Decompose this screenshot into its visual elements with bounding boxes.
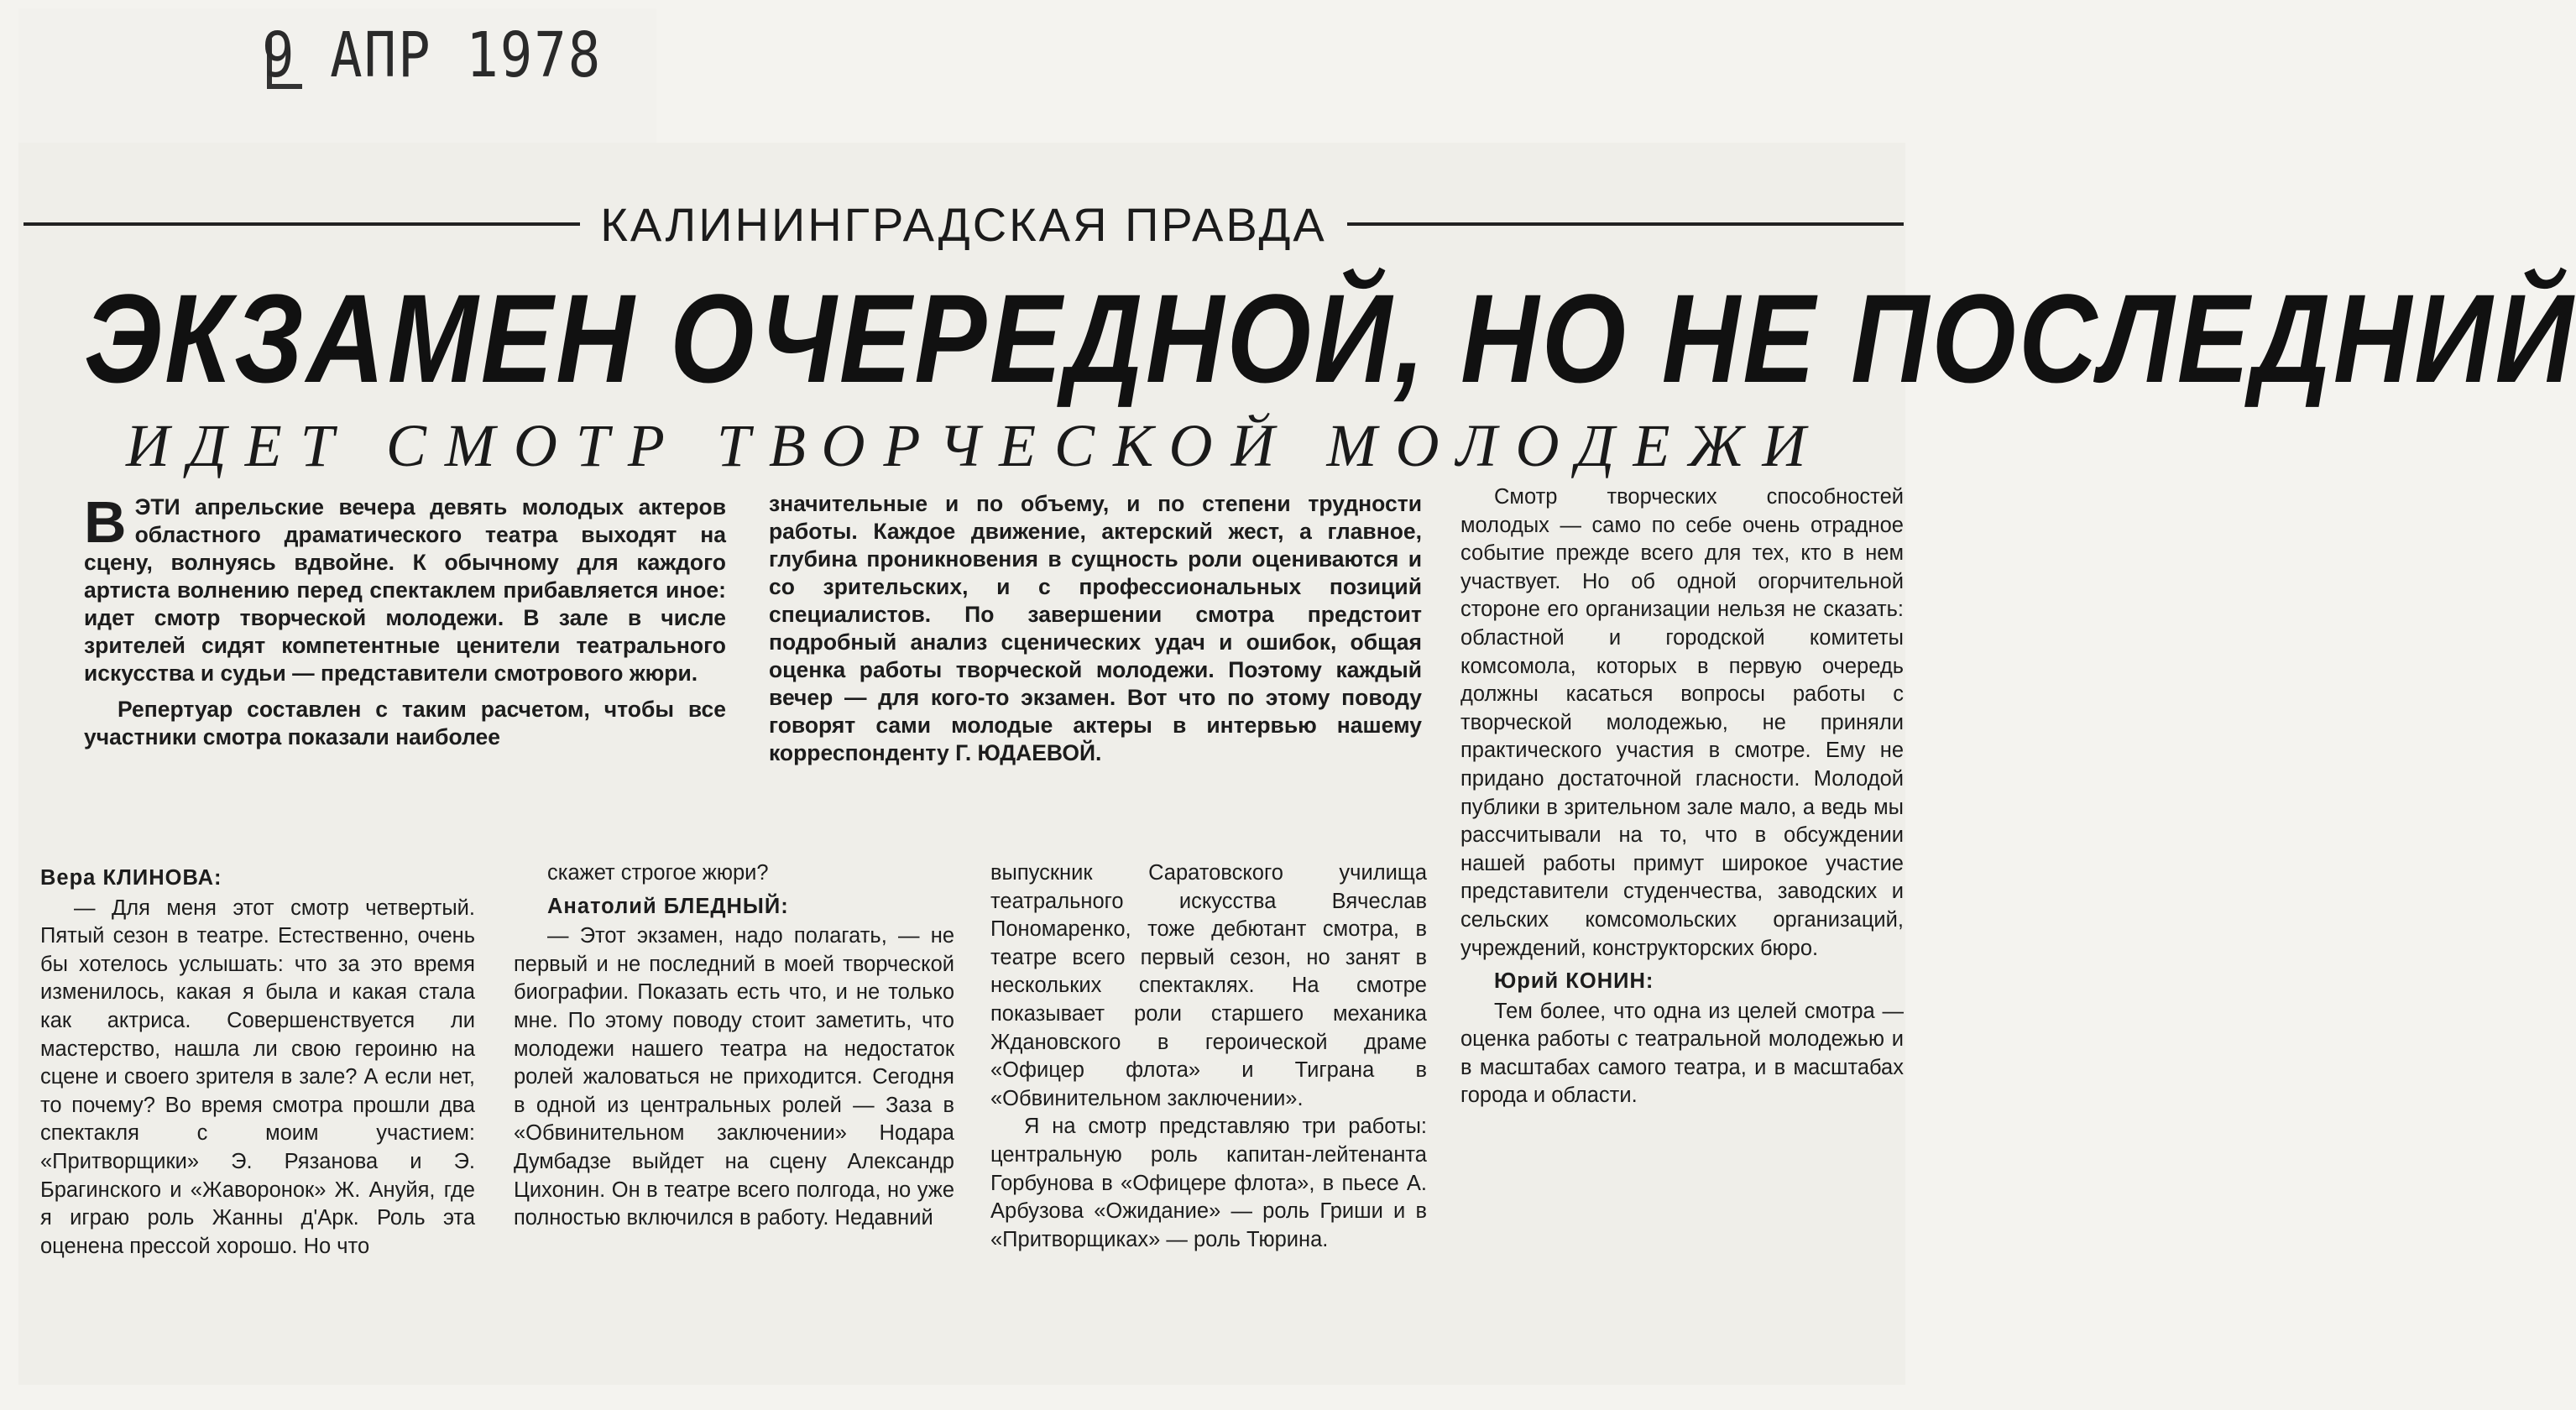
date-stamp: 9 АПР 1978 xyxy=(262,20,603,92)
lead-paragraph-3: значительные и по объему, и по степени трудности работы. Каждое движение, актерский жест, а главное, глубина проникновения в сущность роли оцениваются и со зрительских, и с профессиональных позиций специалистов. По завершении смотра предстоит подробный анализ сценических удач и ошибок, общая оценка работы творческой молодежи. Поэтому каждый вечер — для кого-то экзамен. Вот что по этому поводу говорят сами молодые актеры в интервью нашему корреспонденту Г. ЮДАЕВОЙ. xyxy=(769,491,1422,765)
konin-text: Тем более, что одна из целей смотра — оценка работы с театральной молодежью и в масштабах самого театра, и в масштабах города и области. xyxy=(1460,999,1904,1108)
speaker-klinova: Вера КЛИНОВА: xyxy=(40,866,222,890)
klinova-text-end: скажет строгое жюри? xyxy=(547,861,769,885)
article-subheadline: ИДЕТ СМОТР ТВОРЧЕСКОЙ МОЛОДЕЖИ xyxy=(126,412,1825,479)
bledny-text-end: Смотр творческих способностей молодых — само по себе очень отрадное событие прежде всего для тех, кто в нем участвует. Но об одной огорчительной стороне его организации нельзя не сказать: областной и городской комитеты комсомола, которых в первую очередь должны касаться вопросы работы с творческой молодежью, не приняли практического участия в смотре. Ему не придано достаточной гласности. Молодой публики в зрительном зале мало, а ведь мы рассчитывали на то, что в обсуждении нашей работы примут широкое участие представители студенчества, заводских и сельских комсомольских организаций, учреждений, конструкторских бюро. xyxy=(1460,485,1904,960)
interview-column-4 xyxy=(1460,483,1904,1110)
interview-column-2 xyxy=(514,859,954,1233)
interview-column-1 xyxy=(40,859,475,1261)
lead-column-2 xyxy=(769,490,1422,776)
masthead-rule-right xyxy=(1347,222,1904,226)
interview-column-3 xyxy=(990,859,1427,1254)
newspaper-name: КАЛИНИНГРАДСКАЯ ПРАВДА xyxy=(600,197,1327,251)
speaker-bledny: Анатолий БЛЕДНЫЙ: xyxy=(547,894,789,918)
speaker-konin: Юрий КОНИН: xyxy=(1494,969,1654,994)
lead-column-1 xyxy=(84,489,726,760)
masthead-rule-left xyxy=(24,222,580,226)
bledny-text-cont: выпускник Саратовского училища театрального искусства Вячеслав Пономаренко, тоже дебютант смотра, в театре всего первый сезон, но занят в нескольких спектаклях. На смотре показывает роли старшего механика Ждановского в героической драме «Офицер флота» и Тиграна в «Обвинительном заключении». xyxy=(990,861,1427,1110)
lead-paragraph-1: ЭТИ апрельские вечера девять молодых актеров областного драматического театра выходят на сцену, волнуясь вдвойне. К обычному для каждого артиста волнению перед спектаклем прибавляется иное: идет смотр творческой молодежи. В зале в числе зрителей сидят компетентные ценители театрального искусства и судьи — представители смотрового жюри. xyxy=(84,494,726,686)
bledny-text: — Этот экзамен, надо полагать, — не первый и не последний в моей творческой биографии. Показать есть что, и не только мне. По этому поводу стоит заметить, что молодежи нашего театра на недостаток ролей жаловаться не приходится. Сегодня в одной из центральных ролей — Заза в «Обвинительном заключении» Нодара Думбадзе выйдет на сцену Александр Цихонин. Он в театре всего полгода, но уже полностью включился в работу. Недавний xyxy=(514,924,954,1230)
lead-paragraph-2: Репертуар составлен с таким расчетом, чтобы все участники смотра показали наиболее xyxy=(84,697,726,749)
drop-cap: В xyxy=(84,489,127,555)
klinova-text: — Для меня этот смотр четвертый. Пятый сезон в театре. Естественно, очень бы хотелось услышать: что за это время изменилось, какая я была и какая стала как актриса. Совершенствуется ли мастерство, нашла ли свою героиню на сцене и своего зрителя в зале? А если нет, то почему? Во время смотра прошли два спектакля с моим участием: «Притворщики» Э. Рязанова и Э. Брагинского и «Жаворонок» Ж. Ануйя, где я играю роль Жанны д'Арк. Роль эта оценена прессой хорошо. Но что xyxy=(40,896,475,1258)
bledny-text-cont-2: Я на смотр представляю три работы: центральную роль капитан-лейтенанта Горбунова в «Офицере флота», в пьесе А. Арбузова «Ожидание» — роль Гриши и в «Притворщиках» — роль Тюрина. xyxy=(990,1115,1427,1251)
masthead xyxy=(24,195,1904,253)
article-headline: ЭКЗАМЕН ОЧЕРЕДНОЙ, НО НЕ ПОСЛЕДНИЙ xyxy=(84,268,2576,409)
